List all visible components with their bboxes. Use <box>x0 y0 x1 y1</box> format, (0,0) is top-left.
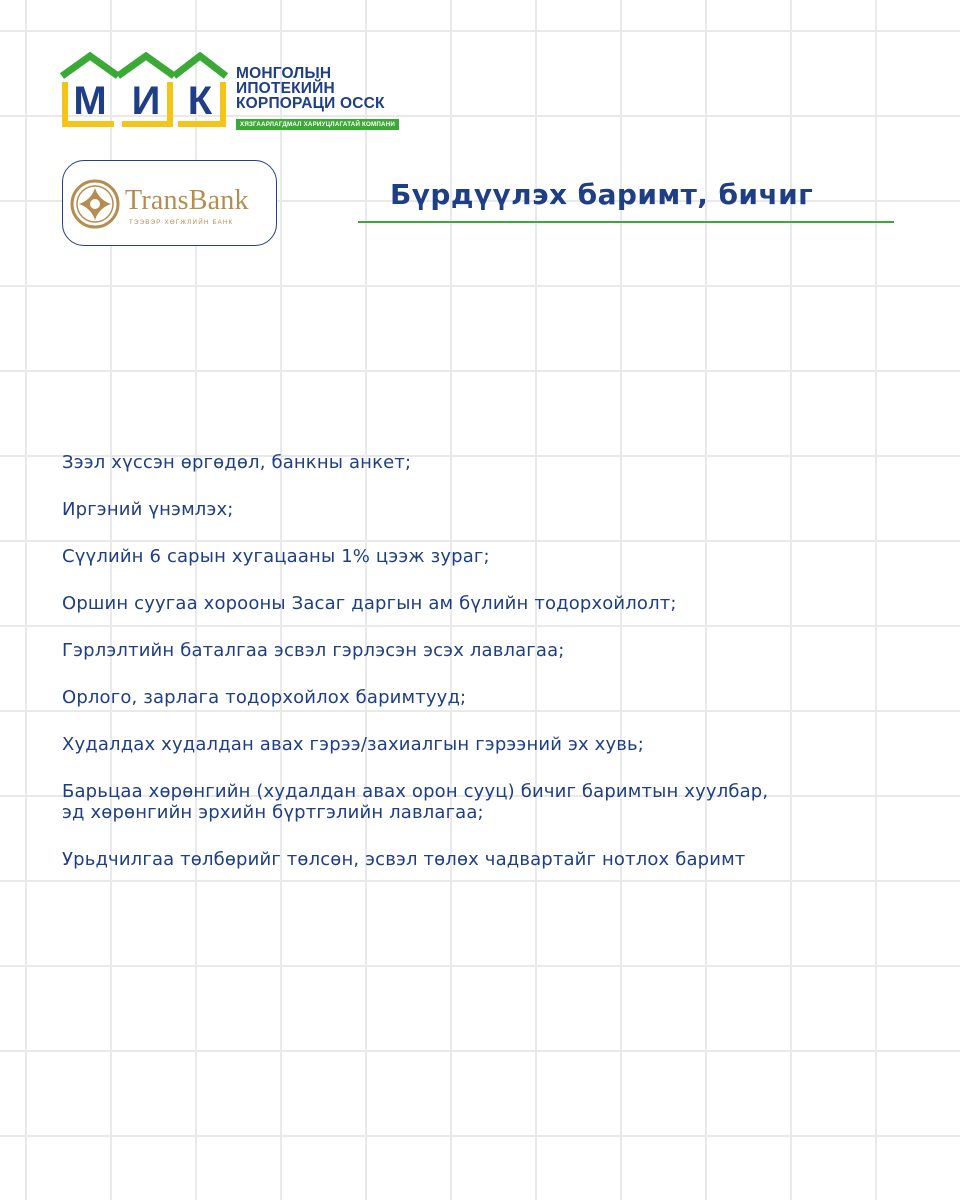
mik-tagline: ХЯЗГААРЛАГДМАЛ ХАРИУЦЛАГАТАЙ КОМПАНИ <box>236 119 399 130</box>
title-underline <box>358 221 894 223</box>
svg-text:И: И <box>131 79 161 123</box>
list-item: Сүүлийн 6 сарын хугацааны 1% цээж зураг; <box>62 546 490 567</box>
required-documents-list <box>62 452 942 896</box>
mik-name-line: КОРПОРАЦИ ОССК <box>236 95 385 112</box>
list-item: Барьцаа хөрөнгийн (худалдан авах орон сууц) бичиг баримтын хуулбар, эд хөрөнгийн эрхийн бүртгэлийн лавлагаа; <box>62 781 769 823</box>
svg-text:М: М <box>73 79 107 123</box>
transbank-name: TransBank <box>125 185 249 216</box>
list-item: Урьдчилгаа төлбөрийг төлсөн, эсвэл төлөх чадвартайг нотлох баримт <box>62 849 746 870</box>
list-item: Худалдах худалдан авах гэрээ/захиалгын гэрээний эх хувь; <box>62 734 644 755</box>
mik-name-line: МОНГОЛЫН <box>236 65 332 82</box>
transbank-subtitle: ТЭЭВЭР ХӨГЖЛИЙН БАНК <box>129 219 234 226</box>
transbank-logo-badge <box>62 160 277 246</box>
list-item: Орлого, зарлага тодорхойлох баримтууд; <box>62 687 467 708</box>
list-item: Гэрлэлтийн баталгаа эсвэл гэрлэсэн эсэх лавлагаа; <box>62 640 565 661</box>
transbank-emblem-icon <box>69 178 121 230</box>
list-item: Зээл хүссэн өргөдөл, банкны анкет; <box>62 452 412 473</box>
mik-logo <box>60 52 420 130</box>
mik-name-line: ИПОТЕКИЙН <box>236 80 335 97</box>
svg-text:К: К <box>187 79 213 123</box>
list-item: Иргэний үнэмлэх; <box>62 499 234 520</box>
page-title: Бүрдүүлэх баримт, бичиг <box>390 178 814 211</box>
list-item: Оршин суугаа хорооны Засаг даргын ам бүлийн тодорхойлолт; <box>62 593 677 614</box>
mik-house-logo-icon <box>60 52 230 128</box>
mik-company-name <box>236 66 399 130</box>
